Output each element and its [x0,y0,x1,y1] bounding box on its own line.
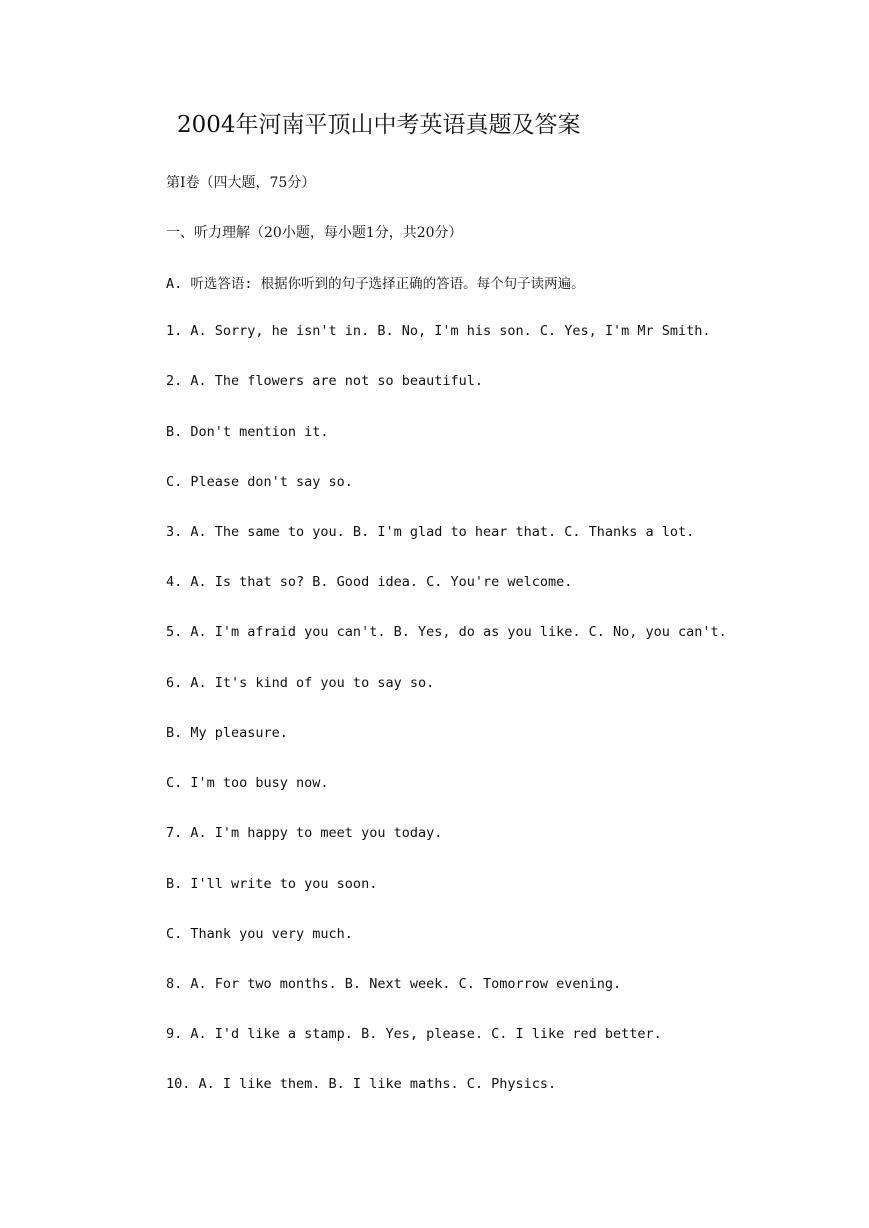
question-line: 5. A. I'm afraid you can't. B. Yes, do as you like. C. No, you can't. [166,624,727,640]
option-line: C. Thank you very much. [166,926,353,942]
question-line: 9. A. I'd like a stamp. B. Yes, please. C. I like red better. [166,1026,662,1042]
option-line: B. My pleasure. [166,725,288,741]
option-line: C. Please don't say so. [166,474,353,490]
document-title: 2004年河南平顶山中考英语真题及答案 [177,112,581,138]
question-line: 2. A. The flowers are not so beautiful. [166,373,483,389]
question-line: 6. A. It's kind of you to say so. [166,675,435,691]
question-line: 10. A. I like them. B. I like maths. C. Physics. [166,1076,557,1092]
section-heading: 第Ⅰ卷（四大题，75分） [166,175,316,191]
question-line: 3. A. The same to you. B. I'm glad to hear that. C. Thanks a lot. [166,524,695,540]
option-line: B. Don't mention it. [166,424,329,440]
instruction-text: A. 听选答语: 根据你听到的句子选择正确的答语。每个句子读两遍。 [166,276,585,292]
question-line: 7. A. I'm happy to meet you today. [166,825,443,841]
question-line: 8. A. For two months. B. Next week. C. Tomorrow evening. [166,976,622,992]
question-line: 4. A. Is that so? B. Good idea. C. You're welcome. [166,574,573,590]
option-line: C. I'm too busy now. [166,775,329,791]
part-heading: 一、听力理解（20小题，每小题1分，共20分） [166,225,463,241]
option-line: B. I'll write to you soon. [166,876,378,892]
question-line: 1. A. Sorry, he isn't in. B. No, I'm his son. C. Yes, I'm Mr Smith. [166,323,711,339]
